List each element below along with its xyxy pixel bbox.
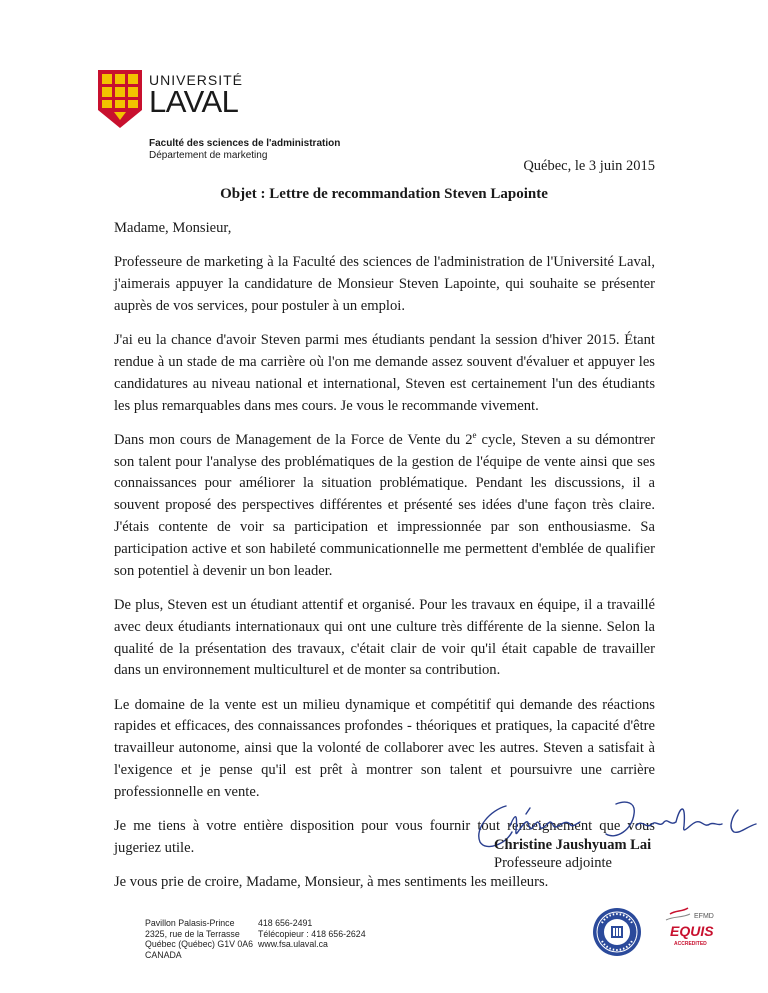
university-line1: UNIVERSITÉ xyxy=(149,72,244,88)
paragraph-3-start: Dans mon cours de Management de la Force de Vente du 2 xyxy=(114,431,473,448)
website-link[interactable]: www.fsa.ulaval.ca xyxy=(258,939,328,949)
signer-name: Christine Jaushyuam Lai xyxy=(494,837,652,853)
paragraph-4: De plus, Steven est un étudiant attentif et organisé. Pour les travaux en équipe, il a travaillé avec deux étudiants internationaux qui ont une culture très différente de la sienne. Selon la qualité de la présentation des travaux, c'était clair de voir qu'il était capable de travailler dans un environnement multiculturel et de monter sa contribution. xyxy=(114,596,655,679)
address-line: CANADA xyxy=(145,949,182,960)
paragraph-3-end: cycle, Steven a su démontrer son talent pour l'analyse des problématiques de la gestion de l'équipe de vente ainsi que ses connaissances pour améliorer la situation problématique. Pendant les discussions, il a souvent proposé des perspectives différentes et présenté ses idées d'une façon très claire. J'étais contente de voir sa participation et impressionnée par son enthousiasme. Sa participation active et son habileté communicationnelle me permettent d'emblée de qualifier son potentiel à devenir un bon leader. xyxy=(114,431,655,579)
letter-subject: Objet : Lettre de recommandation Steven Lapointe xyxy=(220,186,548,202)
paragraph-5: Le domaine de la vente est un milieu dynamique et compétitif qui demande des réactions rapides et efficaces, des connaissances profondes - théoriques et pratiques, la capacité d'être travailleur autonome, ainsi que la volonté de collaborer avec les autres. Steven a satisfait à l'exigence et je pense qu'il est prêt à montrer son talent et poursuivre une carrière professionnelle en vente. xyxy=(114,696,655,800)
paragraph-2: J'ai eu la chance d'avoir Steven parmi mes étudiants pendant la session d'hiver 2015. Étant rendue à un stade de ma carrière où l'on me demande assez souvent d'évaluer et appuyer les candidatures au niveau national et international, Steven est certainement l'un des étudiants les plus remarquables dans mes cours. Je vous le recommande vivement. xyxy=(114,332,655,414)
efmd-label: EFMD xyxy=(694,913,714,920)
closing: Je vous prie de croire, Madame, Monsieur, à mes sentiments les meilleurs. xyxy=(114,874,549,891)
fax-number: Télécopieur : 418 656-2624 xyxy=(258,928,366,939)
ordinal-superscript: e xyxy=(472,430,477,441)
paragraph-6: Je me tiens à votre entière disposition pour vous fournir tout renseignement que vous jugeriez utile. xyxy=(114,818,655,856)
efmd-equis-logo-icon xyxy=(660,904,720,952)
paragraph-1: Professeure de marketing à la Faculté des sciences de l'administration de l'Université Laval, j'aimerais appuyer la candidature de Monsieur Steven Lapointe, qui souhaite se présenter auprès de vos services, pour postuler à un emploi. xyxy=(114,254,655,314)
letter-date: Québec, le 3 juin 2015 xyxy=(523,158,655,174)
aacsb-seal-icon xyxy=(592,907,642,957)
footer-contact xyxy=(258,918,366,950)
university-name xyxy=(149,72,244,119)
address-line: 2325, rue de la Terrasse xyxy=(145,928,240,939)
footer-address xyxy=(145,918,253,960)
paragraph-3 xyxy=(114,430,655,583)
faculty-block xyxy=(149,138,340,162)
university-line2: LAVAL xyxy=(149,84,239,119)
salutation: Madame, Monsieur, xyxy=(114,220,232,236)
phone-number: 418 656-2491 xyxy=(258,918,313,928)
department-name: Département de marketing xyxy=(149,150,268,161)
equis-label: EQUIS xyxy=(670,923,714,939)
address-line: Québec (Québec) G1V 0A6 xyxy=(145,939,254,949)
address-line: Pavillon Palasis-Prince xyxy=(145,918,235,928)
accredited-label: ACCREDITED xyxy=(674,941,707,947)
faculty-name: Faculté des sciences de l'administration xyxy=(149,138,341,149)
universite-laval-crest-icon xyxy=(98,70,142,128)
signer-title: Professeure adjointe xyxy=(494,855,612,871)
signer-block xyxy=(494,836,651,872)
